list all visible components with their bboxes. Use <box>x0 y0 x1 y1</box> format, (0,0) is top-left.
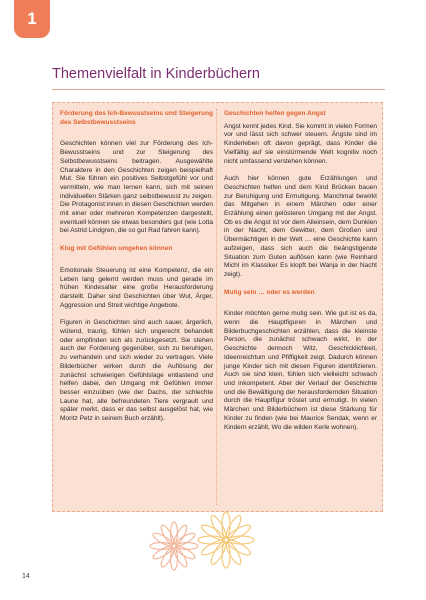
right-column <box>224 110 377 441</box>
section-heading: Mutig sein … oder es werden <box>224 288 315 296</box>
content-box <box>52 102 383 512</box>
paragraph: Kinder möchten gerne mutig sein. Wie gut ist es da, wenn die Hauptfiguren in Märchen und Bilderbuchgeschichten erzählen, dass die kleinste Person, die zunächst schwach wirkt, in der Geschichte dennoch Witz, Geschicklichkeit, Ideenreichtum und Pfiffigkeit zeigt. Dadurch können junge Kinder sich mit diesen Figuren identifizieren. Auch sie sind klein, fühlen sich vielleicht schwach und inkompetent. Aber der Verlauf der Geschichte und die Bewältigung der herausfordernden Situation durch die Hauptfigur tröstet und ermutigt. In vielen Märchen und Bilderbüchern ist diese Stärkung für Kinder zu finden (wie bei Maurice Sendak, wenn er Kindern erzählt, Wo die wilden Kerle wohnen). <box>224 310 377 431</box>
page-number: 14 <box>22 573 30 580</box>
title-underline <box>52 89 385 90</box>
section-heading: Förderung des Ich-Bewusstseins und Steigerung des Selbstbewusstseins <box>60 110 213 126</box>
page-title: Themenvielfalt in Kinderbüchern <box>52 66 260 82</box>
paragraph: Angst kennt jedes Kind. Sie kommt in vielen Formen vor und lässt sich schwer steuern. Ängste sind im Kinderleben oft davon geprägt, dass Kinder die Vielfältig auf sie einstürmende Welt kognitiv noch nicht umfassend verstehen können. <box>224 122 377 165</box>
section-heading: Klug mit Gefühlen umgehen können <box>60 245 173 253</box>
section-heading: Geschichten helfen gegen Angst <box>224 110 326 117</box>
left-column <box>60 110 213 433</box>
paragraph: Emotionale Steuerung ist eine Kompetenz, die ein Leben lang gelernt werden muss und gerade im frühen Kindesalter eine große Herausforderung darstellt. Daher sind Geschichten über Wut, Ärger, Aggression und Streit wichtige Angebote. <box>60 266 213 309</box>
column-divider <box>216 109 217 505</box>
chapter-number: 1 <box>27 9 37 28</box>
paragraph: Figuren in Geschichten sind auch sauer, ärgerlich, wütend, traurig, fühlen sich ungerecht behandelt oder empfinden sich als zurückgesetzt. Sie stehen auch der Forderung gegenüber, sich zu beruhigen, zu verhandeln und sich wieder zu vertragen. Viele Bilderbücher wirken durch die Auflösung der zunächst schwierigen Gefühlslage entlastend und helfen dabei, den Umgang mit Gefühlen immer besser einzuüben (wie der Dachs, der schlechte Laune hat, alle befreundeten Tiere vergrault und später merkt, dass er das selbst ausgelöst hat, wie Moritz Petz in seinem Buch erzählt). <box>60 319 213 423</box>
flower-decoration-icon <box>146 508 256 578</box>
paragraph: Geschichten können viel zur Förderung des Ich-Bewusstseins und zur Steigerung des Selbstbewusstseins beitragen. Ausgewählte Charaktere in den Geschichten zeigen beispielhaft Mut. Sie führen ein positives Selbstgefühl vor und vermitteln, wie man lernen kann, sich mit seinen individuellen Stärken ganz selbstbewusst zu zeigen. Die Protagonist:innen in diesen Geschichten werden mit einer oder mehreren Kompetenzen dargestellt, eventuell können sie etwas besonders gut (wie Lotta bei Astrid Lindgren, die so gut Rad fahren kann). <box>60 140 213 235</box>
chapter-tab <box>14 0 50 38</box>
paragraph: Auch hier können gute Erzählungen und Geschichten helfen und dem Kind Brücken bauen zur Beruhigung und Ermutigung. Manchmal bewirkt das Mitgehen in einem Märchen oder einer Erzählung einen gelösteren Umgang mit der Angst. Ob es die Angst ist vor dem Alleinsein, dem Dunklen in der Nacht, dem Gewitter, dem Großen und Übermächtigen in der Welt … eine Geschichte kann aufzeigen, dass sich auch die beängstigende Situation zum Guten auflösen kann (wie Reinhard Michl im Klassiker Es klopft bei Wanja in der Nacht zeigt). <box>224 175 377 278</box>
